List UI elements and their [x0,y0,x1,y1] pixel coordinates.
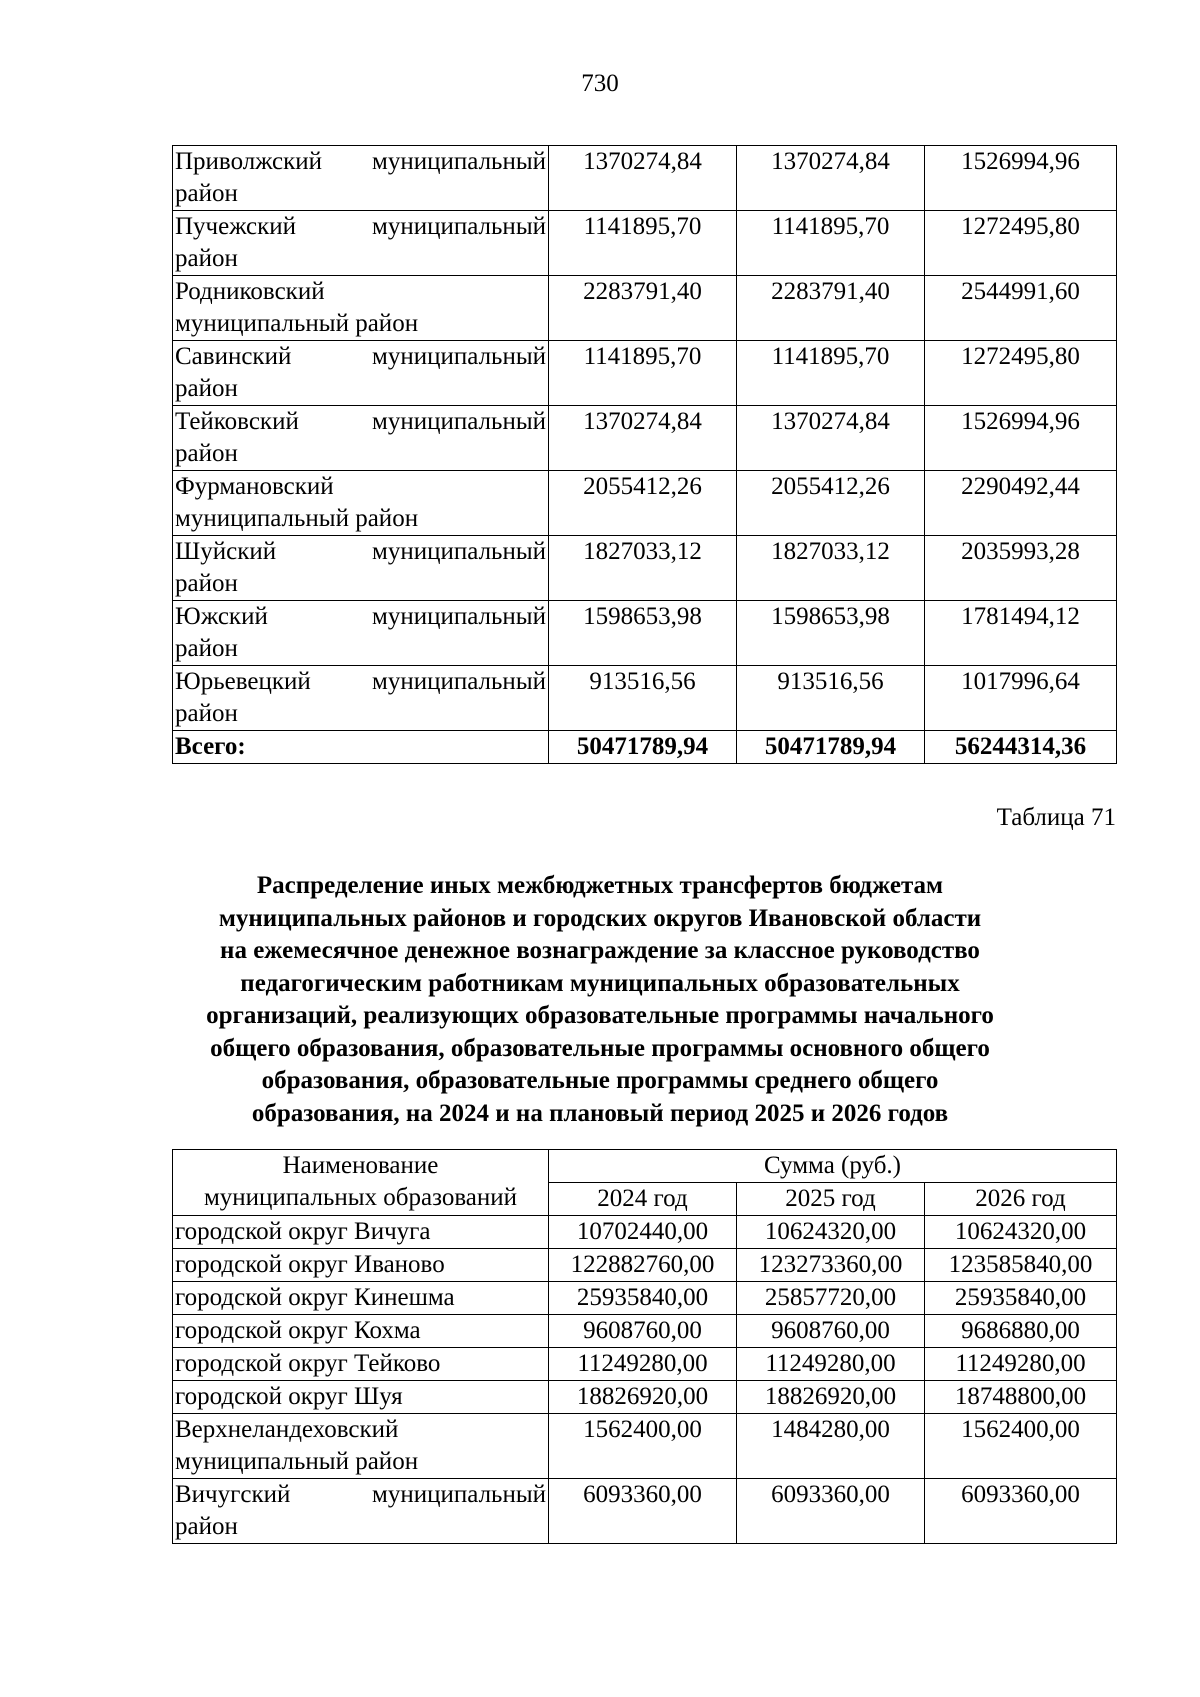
heading-line: на ежемесячное денежное вознаграждение за классное руководство [220,937,980,964]
amount-2024: 1141895,70 [549,211,737,276]
total-row [173,731,1117,764]
transfer-table-body [173,1216,1117,1544]
municipality-name [173,1479,549,1544]
municipality-name-line: район [175,440,238,467]
municipality-name-line: район [175,245,238,272]
amount-2024: 913516,56 [549,666,737,731]
table-heading [150,870,1050,1130]
municipality-name-line: Шуйский муниципальный [175,538,546,565]
municipality-name-line: городской округ Вичуга [175,1218,431,1245]
table-label: Таблица 71 [996,804,1116,831]
table-row [173,406,1117,471]
table-row [173,1348,1117,1381]
header-year-2026: 2026 год [925,1183,1117,1216]
municipality-name [173,1216,549,1249]
municipality-name [173,1348,549,1381]
transfer-table-header [173,1150,1117,1216]
table-row [173,1282,1117,1315]
municipality-name-line: район [175,180,238,207]
header-sum: Сумма (руб.) [549,1150,1117,1183]
municipality-name-line: Юрьевецкий муниципальный [175,668,546,695]
amount-2025: 18826920,00 [737,1381,925,1414]
amount-2025: 6093360,00 [737,1479,925,1544]
municipality-name [173,1414,549,1479]
municipality-name-line: район [175,375,238,402]
municipality-name [173,1381,549,1414]
amount-2026: 2544991,60 [925,276,1117,341]
amount-2025: 123273360,00 [737,1249,925,1282]
municipality-name-line: Верхнеландеховский [175,1416,399,1443]
municipality-name [173,1249,549,1282]
table-row [173,471,1117,536]
amount-2024: 1827033,12 [549,536,737,601]
amount-2024: 1370274,84 [549,146,737,211]
transfer-table [172,1149,1117,1544]
header-name-line1: Наименование [282,1152,439,1179]
amount-2024: 122882760,00 [549,1249,737,1282]
table-row [173,1216,1117,1249]
amount-2025: 2283791,40 [737,276,925,341]
amount-2025: 25857720,00 [737,1282,925,1315]
municipality-name [173,276,549,341]
amount-2025: 1141895,70 [737,211,925,276]
municipality-name-line: городской округ Шуя [175,1383,403,1410]
amount-2025: 1141895,70 [737,341,925,406]
amount-2026: 2290492,44 [925,471,1117,536]
amount-2026: 10624320,00 [925,1216,1117,1249]
municipality-name [173,601,549,666]
municipality-name-line: Родниковский [175,278,325,305]
table-row [173,536,1117,601]
heading-line: муниципальных районов и городских округов Ивановской области [218,904,982,932]
header-name-line2: муниципальных образований [203,1184,518,1211]
amount-2025: 913516,56 [737,666,925,731]
amount-2024: 25935840,00 [549,1282,737,1315]
municipality-name-line: Пучежский муниципальный [175,213,546,240]
table-row [173,1479,1117,1544]
municipality-name-line: район [175,570,238,597]
header-name-column [173,1150,549,1216]
amount-2024: 2055412,26 [549,471,737,536]
amount-2026: 6093360,00 [925,1479,1117,1544]
table-row [173,666,1117,731]
municipality-name [173,341,549,406]
header-year-2024: 2024 год [549,1183,737,1216]
amount-2026: 1781494,12 [925,601,1117,666]
municipality-name [173,146,549,211]
amount-2025: 9608760,00 [737,1315,925,1348]
table-row [173,601,1117,666]
municipality-name-line: городской округ Кинешма [175,1284,455,1311]
amount-2026: 123585840,00 [925,1249,1117,1282]
amount-2025: 1370274,84 [737,406,925,471]
municipality-name [173,211,549,276]
municipality-name [173,406,549,471]
amount-2024: 18826920,00 [549,1381,737,1414]
amount-2026: 1526994,96 [925,146,1117,211]
municipality-name-line: городской округ Иваново [175,1251,445,1278]
header-year-2025: 2025 год [737,1183,925,1216]
total-amount-2024: 50471789,94 [549,731,737,764]
municipality-name-line: муниципальный район [175,505,419,532]
municipality-name-line: Южский муниципальный [175,603,546,630]
amount-2024: 1562400,00 [549,1414,737,1479]
amount-2026: 1272495,80 [925,211,1117,276]
amount-2024: 1598653,98 [549,601,737,666]
municipality-name-line: городской округ Кохма [175,1317,421,1344]
amount-2024: 1370274,84 [549,406,737,471]
amount-2025: 10624320,00 [737,1216,925,1249]
total-amount-2026: 56244314,36 [925,731,1117,764]
municipality-name-line: район [175,1513,238,1540]
table-row [173,1249,1117,1282]
municipality-name-line: район [175,635,238,662]
amount-2026: 18748800,00 [925,1381,1117,1414]
heading-line: организаций, реализующих образовательные программы начального [206,1002,994,1029]
amount-2024: 11249280,00 [549,1348,737,1381]
amount-2026: 2035993,28 [925,536,1117,601]
table-row [173,1315,1117,1348]
amount-2025: 11249280,00 [737,1348,925,1381]
amount-2026: 1272495,80 [925,341,1117,406]
amount-2024: 1141895,70 [549,341,737,406]
municipality-name [173,1315,549,1348]
table-row [173,1414,1117,1479]
allocation-table-continued [172,145,1117,764]
amount-2024: 2283791,40 [549,276,737,341]
amount-2024: 6093360,00 [549,1479,737,1544]
amount-2025: 1370274,84 [737,146,925,211]
amount-2026: 1017996,64 [925,666,1117,731]
page-number: 730 [581,70,619,97]
municipality-name-line: муниципальный район [175,310,419,337]
amount-2026: 25935840,00 [925,1282,1117,1315]
allocation-table-body [173,146,1117,764]
amount-2025: 1598653,98 [737,601,925,666]
table-row [173,1381,1117,1414]
heading-line: образования, на 2024 и на плановый период 2025 и 2026 годов [251,1099,949,1127]
amount-2025: 1484280,00 [737,1414,925,1479]
heading-line: педагогическим работникам муниципальных образовательных [240,969,960,997]
municipality-name-line: район [175,700,238,727]
municipality-name-line: Савинский муниципальный [175,343,546,370]
amount-2026: 1562400,00 [925,1414,1117,1479]
municipality-name-line: Вичугский муниципальный [175,1481,546,1508]
amount-2026: 9686880,00 [925,1315,1117,1348]
amount-2024: 10702440,00 [549,1216,737,1249]
municipality-name-line: Приволжский муниципальный [175,148,546,175]
heading-line: общего образования, образовательные программы основного общего [210,1034,990,1062]
municipality-name-line: Тейковский муниципальный [175,408,546,435]
municipality-name [173,666,549,731]
heading-line: Распределение иных межбюджетных трансфертов бюджетам [256,872,944,899]
amount-2025: 2055412,26 [737,471,925,536]
municipality-name-line: муниципальный район [175,1448,419,1475]
amount-2026: 1526994,96 [925,406,1117,471]
heading-line: образования, образовательные программы среднего общего [261,1067,939,1094]
table-row [173,276,1117,341]
table-row [173,341,1117,406]
amount-2025: 1827033,12 [737,536,925,601]
table-row [173,211,1117,276]
municipality-name-line: Фурмановский [175,473,334,500]
amount-2026: 11249280,00 [925,1348,1117,1381]
total-label: Всего: [173,731,549,764]
municipality-name-line: городской округ Тейково [175,1350,441,1377]
total-amount-2025: 50471789,94 [737,731,925,764]
municipality-name [173,1282,549,1315]
municipality-name [173,471,549,536]
municipality-name [173,536,549,601]
table-row [173,146,1117,211]
amount-2024: 9608760,00 [549,1315,737,1348]
